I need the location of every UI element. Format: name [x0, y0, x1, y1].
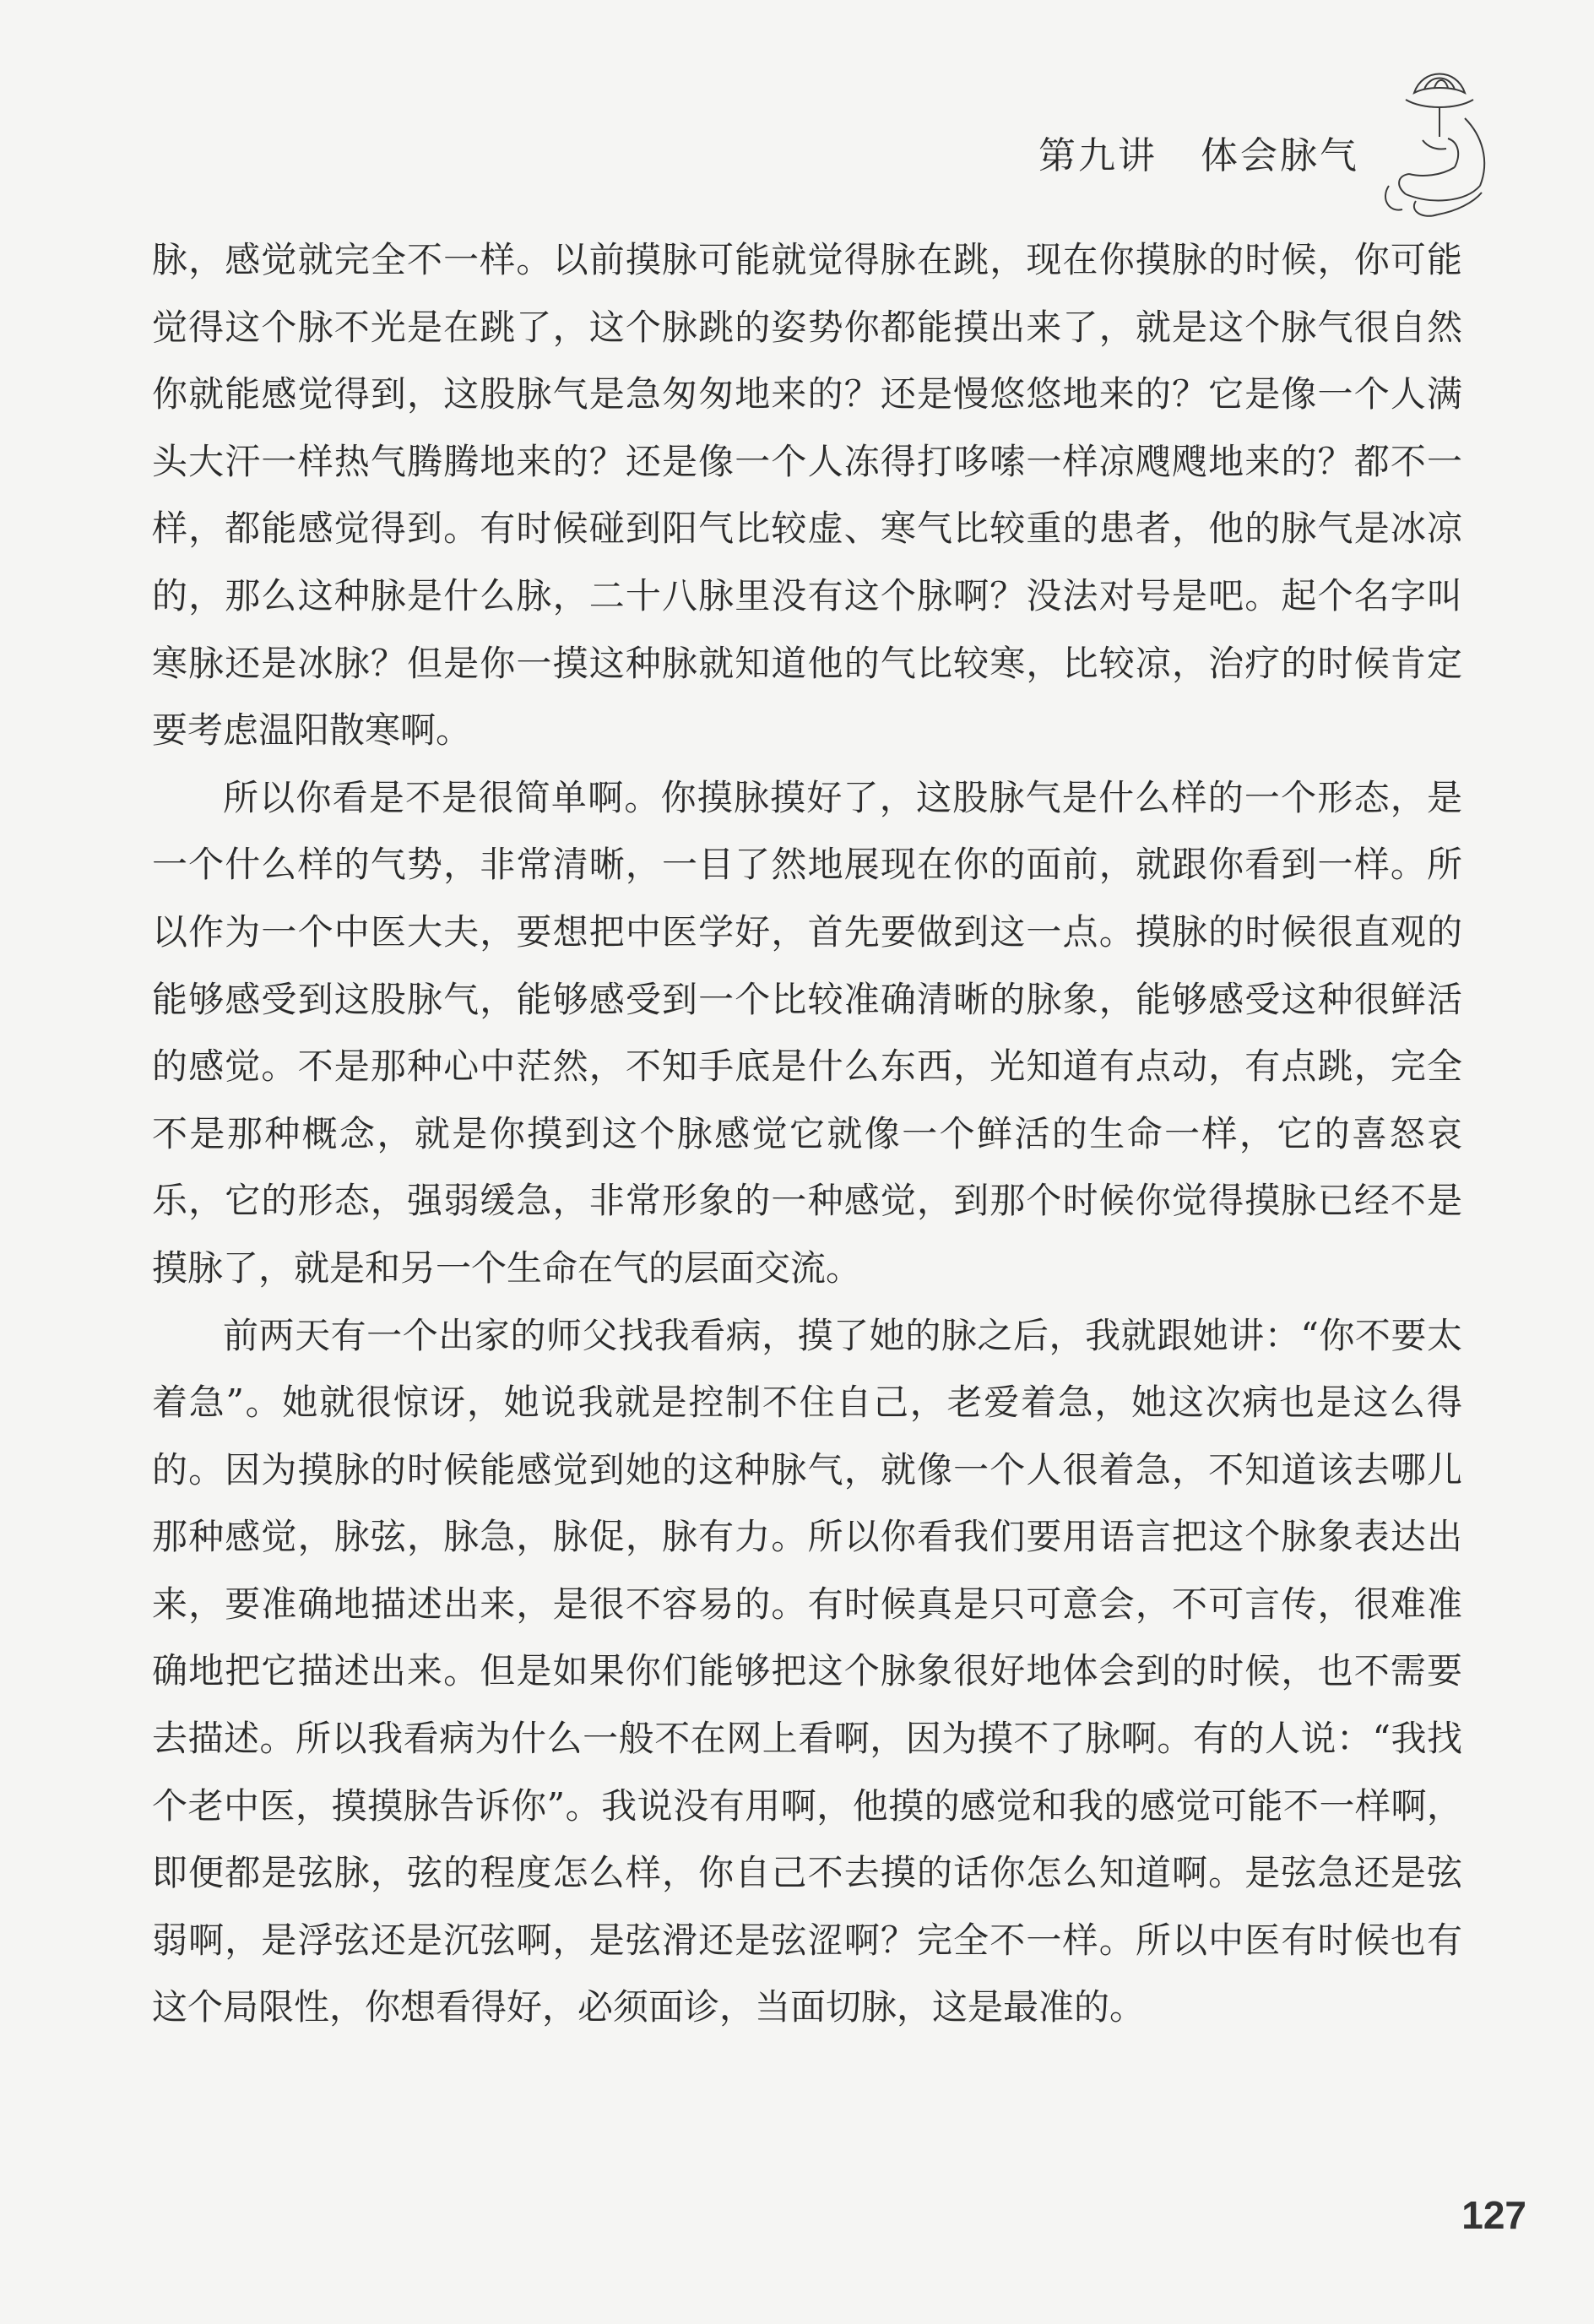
page-number: 127: [1461, 2193, 1526, 2237]
lotus-hand-icon: [1364, 59, 1515, 228]
paragraph: 前两天有一个出家的师父找我看病，摸了她的脉之后，我就跟她讲：“你不要太着急”。她就很惊讶，她说我就是控制不住自己，老爱着急，她这次病也是这么得的。因为摸脉的时候能感觉到她的这种脉气，就像一个人很着急，不知道该去哪儿那种感觉，脉弦，脉急，脉促，脉有力。所以你看我们要用语言把这个脉象表达出来，要准确地描述出来，是很不容易的。有时候真是只可意会，不可言传，很难准确地把它描述出来。但是如果你们能够把这个脉象很好地体会到的时候，也不需要去描述。所以我看病为什么一般不在网上看啊，因为摸不了脉啊。有的人说：“我找个老中医，摸摸脉告诉你”。我说没有用啊，他摸的感觉和我的感觉可能不一样啊，即便都是弦脉，弦的程度怎么样，你自己不去摸的话你怎么知道啊。是弦急还是弦弱啊，是浮弦还是沉弦啊，是弦滑还是弦涩啊？完全不一样。所以中医有时候也有这个局限性，你想看得好，必须面诊，当面切脉，这是最准的。: [152, 1314, 1462, 2028]
chapter-header-title: 第九讲 体会脉气: [1038, 134, 1359, 177]
body-text: [152, 226, 1462, 2041]
paragraph-continued: 脉，感觉就完全不一样。以前摸脉可能就觉得脉在跳，现在你摸脉的时候，你可能觉得这个脉不光是在跳了，这个脉跳的姿势你都能摸出来了，就是这个脉气很自然你就能感觉得到，这股脉气是急匆匆地来的？还是慢悠悠地来的？它是像一个人满头大汗一样热气腾腾地来的？还是像一个人冻得打哆嗦一样凉飕飕地来的？都不一样，都能感觉得到。有时候碰到阳气比较虚、寒气比较重的患者，他的脉气是冰凉的，那么这种脉是什么脉，二十八脉里没有这个脉啊？没法对号是吧。起个名字叫寒脉还是冰脉？但是你一摸这种脉就知道他的气比较寒，比较凉，治疗的时候肯定要考虑温阳散寒啊。: [152, 239, 1462, 752]
paragraph: 所以你看是不是很简单啊。你摸脉摸好了，这股脉气是什么样的一个形态，是一个什么样的气势，非常清晰，一目了然地展现在你的面前，就跟你看到一样。所以作为一个中医大夫，要想把中医学好，首先要做到这一点。摸脉的时候很直观的能够感受到这股脉气，能够感受到一个比较准确清晰的脉象，能够感受这种很鲜活的感觉。不是那种心中茫然，不知手底是什么东西，光知道有点动，有点跳，完全不是那种概念，就是你摸到这个脉感觉它就像一个鲜活的生命一样，它的喜怒哀乐，它的形态，强弱缓急，非常形象的一种感觉，到那个时候你觉得摸脉已经不是摸脉了，就是和另一个生命在气的层面交流。: [152, 776, 1462, 1289]
